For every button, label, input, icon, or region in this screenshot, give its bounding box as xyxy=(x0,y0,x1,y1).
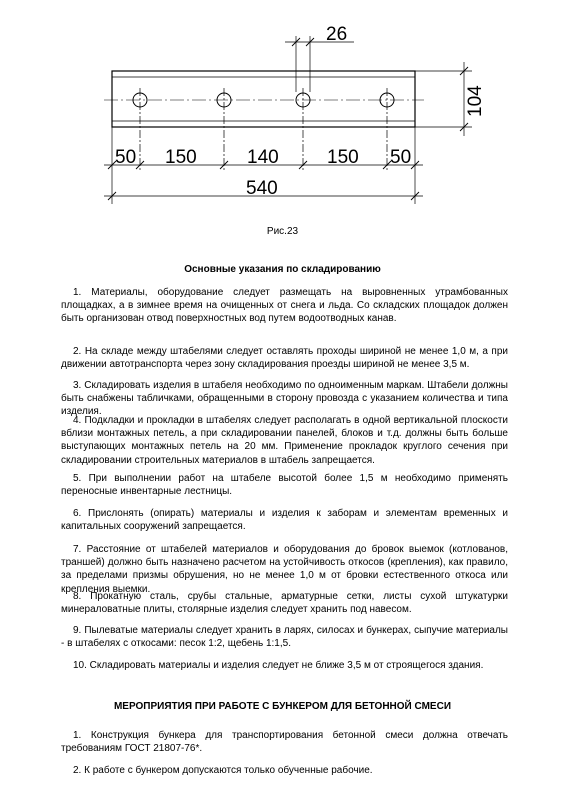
section-title-storage: Основные указания по складированию xyxy=(184,264,381,275)
paragraph: 1. Материалы, оборудование следует размещать на выровненных утрамбованных площадках, а в зимнее время на очищенных от снега и льда. Со складских площадок должен быть организован отвод поверхностных вод путем водоотводных канав. xyxy=(61,287,508,325)
paragraph: 2. На складе между штабелями следует оставлять проходы шириной не менее 1,0 м, а при движении автотранспорта через зону складирования проезды шириной не менее 3,5 м. xyxy=(61,346,508,371)
dim-50-left: 50 xyxy=(115,147,137,168)
beam-drawing xyxy=(0,0,565,215)
dim-540: 540 xyxy=(246,178,278,199)
figure-caption: Рис.23 xyxy=(266,226,299,237)
section-title-bunker: МЕРОПРИЯТИЯ ПРИ РАБОТЕ С БУНКЕРОМ ДЛЯ БЕТОННОЙ СМЕСИ xyxy=(113,701,452,712)
paragraph: 10. Складировать материалы и изделия следует не ближе 3,5 м от строящегося здания. xyxy=(73,660,484,671)
paragraph: 6. Прислонять (опирать) материалы и изделия к заборам и элементам временных и капитальных сооружений запрещается. xyxy=(61,508,508,533)
dim-26: 26 xyxy=(326,24,348,45)
dim-140: 140 xyxy=(247,147,279,168)
beam-outline xyxy=(112,71,415,127)
dim-150-left: 150 xyxy=(165,147,197,168)
paragraph: 7. Расстояние от штабелей материалов и оборудования до бровок выемок (котлованов, траншей) должно быть назначено расчетом на устойчивость откосов (крепления), как правило, за пределами призмы обрушения, но не менее 1,0 м от бровки естественного откоса или крепления выемки. xyxy=(61,544,508,595)
paragraph: 5. При выполнении работ на штабеле высотой более 1,5 м необходимо применять переносные инвентарные лестницы. xyxy=(61,473,508,498)
dim-50-right: 50 xyxy=(390,147,412,168)
paragraph: 9. Пылеватые материалы следует хранить в ларях, силосах и бункерах, сыпучие материалы - в штабелях с откосами: песок 1:2, щебень 1:1,5. xyxy=(61,625,508,650)
dim-150-right: 150 xyxy=(327,147,359,168)
paragraph: 4. Подкладки и прокладки в штабелях следует располагать в одной вертикальной плоскости вблизи монтажных петель, а при складировании панелей, блоков и т.д. должны быть больше выступающих монтажных петель на 20 мм. Применение прокладок круглого сечения при складировании строительных материалов в штабель запрещается. xyxy=(61,415,508,466)
paragraph: 8. Прокатную сталь, срубы стальные, арматурные сетки, листы сухой штукатурки минераловатные плиты, столярные изделия следует хранить под навесом. xyxy=(61,591,508,616)
paragraph: 3. Складировать изделия в штабеля необходимо по одноименным маркам. Штабели должны быть снабжены табличками, обращенными в сторону провозда с указанием количества и типа изделия. xyxy=(61,380,508,418)
paragraph: 2. К работе с бункером допускаются только обученные рабочие. xyxy=(73,765,373,776)
dim-104: 104 xyxy=(465,85,486,117)
paragraph: 1. Конструкция бункера для транспортирования бетонной смеси должна отвечать требованиям ГОСТ 21807-76*. xyxy=(61,730,508,755)
